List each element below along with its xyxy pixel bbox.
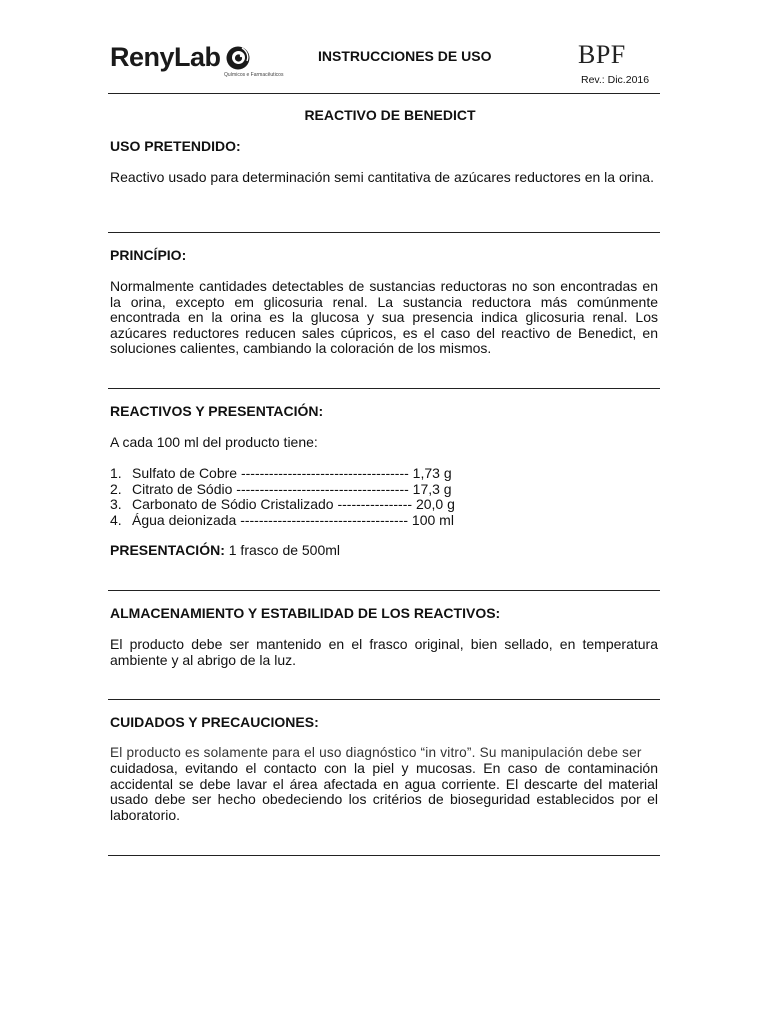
list-item-text: Água deionizada ------------------------------------ 100 ml xyxy=(132,511,454,528)
uso-pretendido-text: Reactivo usado para determinación semi cantitativa de azúcares reductores en la orina. xyxy=(110,169,654,185)
document-title: REACTIVO DE BENEDICT xyxy=(304,107,476,123)
uso-pretendido-heading: USO PRETENDIDO: xyxy=(110,138,241,154)
principio-heading: PRINCÍPIO: xyxy=(110,247,187,263)
cuidados-heading: CUIDADOS Y PRECAUCIONES: xyxy=(110,714,319,730)
list-item-text: Sulfato de Cobre ------------------------------------ 1,73 g xyxy=(132,465,452,481)
revision-date: Rev.: Dic.2016 xyxy=(581,74,650,86)
document-header xyxy=(0,0,768,100)
header-divider xyxy=(108,93,660,94)
section-divider xyxy=(108,855,660,856)
section-divider xyxy=(108,699,660,700)
list-item-number: 4. xyxy=(110,511,122,528)
logo-subtext: Químicos e Farmacêuticos xyxy=(224,72,284,78)
reactivos-heading: REACTIVOS Y PRESENTACIÓN: xyxy=(110,403,324,419)
list-item-text: Carbonato de Sódio Cristalizado ---------------- 20,0 g xyxy=(132,496,455,512)
reactivos-intro: A cada 100 ml del producto tiene: xyxy=(110,434,318,450)
bpf-mark: BPF xyxy=(578,40,626,69)
section-divider xyxy=(108,590,660,591)
list-item-number: 3. xyxy=(110,496,122,512)
almacenamiento-heading: ALMACENAMIENTO Y ESTABILIDAD DE LOS REACTIVOS: xyxy=(110,605,501,621)
list-item xyxy=(110,496,455,512)
document-type: INSTRUCCIONES DE USO xyxy=(318,48,492,64)
presentacion-value: 1 frasco de 500ml xyxy=(224,542,341,558)
section-divider xyxy=(108,232,660,233)
logo-text: RenyLab xyxy=(110,42,221,72)
renylab-logo xyxy=(110,42,284,82)
logo-mark-icon xyxy=(225,45,251,71)
list-item-number: 1. xyxy=(110,465,122,481)
section-divider xyxy=(108,388,660,389)
list-item xyxy=(110,512,454,528)
presentacion-line xyxy=(110,542,340,558)
almacenamiento-text: El producto debe ser mantenido en el frasco original, bien sellado, en temperatura ambiente y al abrigo de la luz. xyxy=(110,636,658,668)
list-item-number: 2. xyxy=(110,480,122,497)
principio-text: Normalmente cantidades detectables de sustancias reductoras no son encontradas en la orina, excepto em glicosuria renal. La sustancia reductora más comúnmente encontrada en la orina es la glucosa y sua presencia indica glicosuria renal. Los azúcares reductores reducen sales cúpricos, es el caso del reactivo de Benedict, en soluciones calientes, cambiando la coloración de los mismos. xyxy=(110,278,658,356)
presentacion-label: PRESENTACIÓN: xyxy=(110,542,225,558)
list-item-text: Citrato de Sódio ------------------------------------- 17,3 g xyxy=(132,480,452,497)
list-item xyxy=(110,465,452,481)
cuidados-text: cuidadosa, evitando el contacto con la piel y mucosas. En caso de contaminación accidental se debe lavar el área afectada en agua corriente. El descarte del material usado debe ser hecho obedeciendo los critérios de bioseguridad establecidos por el laboratorio. xyxy=(110,760,658,823)
list-item xyxy=(110,481,452,497)
cuidados-first-line: El producto es solamente para el uso diagnóstico “in vitro”. Su manipulación debe ser xyxy=(110,745,642,760)
